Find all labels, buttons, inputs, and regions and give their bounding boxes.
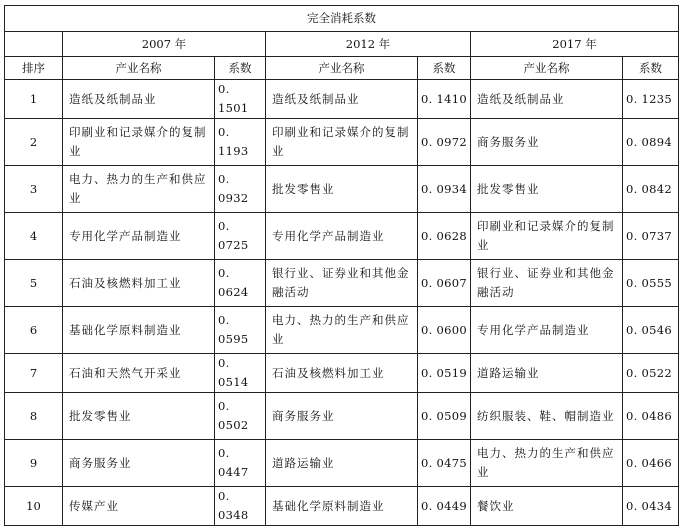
coefficient-2017: 0. 0466 xyxy=(623,440,679,487)
coefficient-2017: 0. 0894 xyxy=(623,119,679,166)
coefficient-2007: 0. 0932 xyxy=(215,166,266,213)
year-row xyxy=(5,32,679,57)
industry-name-2017: 银行业、证券业和其他金融活动 xyxy=(471,260,623,307)
industry-header-2017: 产业名称 xyxy=(471,57,623,80)
industry-header-2012: 产业名称 xyxy=(266,57,418,80)
year-header-2012: 2012 年 xyxy=(266,32,471,57)
coefficient-2012: 0. 0972 xyxy=(418,119,471,166)
coefficient-2007: 0. 0502 xyxy=(215,393,266,440)
coef-header-2012: 系数 xyxy=(418,57,471,80)
coefficient-2012: 0. 0519 xyxy=(418,354,471,393)
coefficient-2017: 0. 0434 xyxy=(623,487,679,526)
rank-cell: 1 xyxy=(5,80,63,119)
coefficient-2007: 0. 1501 xyxy=(215,80,266,119)
industry-name-2017: 餐饮业 xyxy=(471,487,623,526)
coefficient-2007: 0. 0514 xyxy=(215,354,266,393)
table-container xyxy=(4,5,679,526)
rank-cell: 7 xyxy=(5,354,63,393)
table-title: 完全消耗系数 xyxy=(5,6,679,32)
table-row xyxy=(5,354,679,393)
title-row xyxy=(5,6,679,32)
industry-name-2012: 专用化学产品制造业 xyxy=(266,213,418,260)
industry-name-2017: 纺织服装、鞋、帽制造业 xyxy=(471,393,623,440)
coefficient-2007: 0. 0725 xyxy=(215,213,266,260)
industry-name-2012: 电力、热力的生产和供应业 xyxy=(266,307,418,354)
table-row xyxy=(5,440,679,487)
rank-cell: 6 xyxy=(5,307,63,354)
industry-name-2012: 基础化学原料制造业 xyxy=(266,487,418,526)
coefficient-2007: 0. 0595 xyxy=(215,307,266,354)
coefficient-2012: 0. 0934 xyxy=(418,166,471,213)
table-row xyxy=(5,487,679,526)
industry-name-2017: 商务服务业 xyxy=(471,119,623,166)
industry-name-2007: 印刷业和记录媒介的复制业 xyxy=(63,119,215,166)
industry-name-2012: 石油及核燃料加工业 xyxy=(266,354,418,393)
industry-name-2012: 造纸及纸制品业 xyxy=(266,80,418,119)
industry-name-2007: 电力、热力的生产和供应业 xyxy=(63,166,215,213)
industry-name-2007: 商务服务业 xyxy=(63,440,215,487)
industry-name-2012: 银行业、证券业和其他金融活动 xyxy=(266,260,418,307)
rank-header: 排序 xyxy=(5,57,63,80)
table-row xyxy=(5,80,679,119)
coefficient-2012: 0. 0509 xyxy=(418,393,471,440)
consumption-coefficient-table xyxy=(4,5,679,526)
rank-cell: 8 xyxy=(5,393,63,440)
coefficient-2017: 0. 0522 xyxy=(623,354,679,393)
industry-name-2017: 电力、热力的生产和供应业 xyxy=(471,440,623,487)
industry-name-2012: 批发零售业 xyxy=(266,166,418,213)
rank-cell: 9 xyxy=(5,440,63,487)
rank-cell: 4 xyxy=(5,213,63,260)
column-header-row xyxy=(5,57,679,80)
rank-cell: 2 xyxy=(5,119,63,166)
industry-name-2012: 印刷业和记录媒介的复制业 xyxy=(266,119,418,166)
industry-header-2007: 产业名称 xyxy=(63,57,215,80)
rank-cell: 5 xyxy=(5,260,63,307)
coefficient-2012: 0. 1410 xyxy=(418,80,471,119)
industry-name-2007: 专用化学产品制造业 xyxy=(63,213,215,260)
coefficient-2017: 0. 0486 xyxy=(623,393,679,440)
coefficient-2012: 0. 0475 xyxy=(418,440,471,487)
table-row xyxy=(5,119,679,166)
table-row xyxy=(5,307,679,354)
year-blank-cell xyxy=(5,32,63,57)
coefficient-2007: 0. 1193 xyxy=(215,119,266,166)
table-row xyxy=(5,166,679,213)
industry-name-2007: 基础化学原料制造业 xyxy=(63,307,215,354)
coefficient-2017: 0. 0842 xyxy=(623,166,679,213)
industry-name-2017: 批发零售业 xyxy=(471,166,623,213)
industry-name-2012: 商务服务业 xyxy=(266,393,418,440)
year-header-2007: 2007 年 xyxy=(63,32,266,57)
industry-name-2017: 专用化学产品制造业 xyxy=(471,307,623,354)
coefficient-2017: 0. 0546 xyxy=(623,307,679,354)
table-row xyxy=(5,260,679,307)
industry-name-2007: 造纸及纸制品业 xyxy=(63,80,215,119)
coefficient-2012: 0. 0628 xyxy=(418,213,471,260)
coef-header-2007: 系数 xyxy=(215,57,266,80)
coefficient-2017: 0. 1235 xyxy=(623,80,679,119)
coefficient-2012: 0. 0600 xyxy=(418,307,471,354)
coefficient-2017: 0. 0737 xyxy=(623,213,679,260)
table-row xyxy=(5,213,679,260)
table-row xyxy=(5,393,679,440)
industry-name-2017: 造纸及纸制品业 xyxy=(471,80,623,119)
coefficient-2017: 0. 0555 xyxy=(623,260,679,307)
coefficient-2012: 0. 0607 xyxy=(418,260,471,307)
coefficient-2007: 0. 0348 xyxy=(215,487,266,526)
industry-name-2007: 石油和天然气开采业 xyxy=(63,354,215,393)
coefficient-2007: 0. 0447 xyxy=(215,440,266,487)
coef-header-2017: 系数 xyxy=(623,57,679,80)
industry-name-2007: 批发零售业 xyxy=(63,393,215,440)
year-header-2017: 2017 年 xyxy=(471,32,679,57)
coefficient-2007: 0. 0624 xyxy=(215,260,266,307)
industry-name-2017: 道路运输业 xyxy=(471,354,623,393)
industry-name-2007: 石油及核燃料加工业 xyxy=(63,260,215,307)
coefficient-2012: 0. 0449 xyxy=(418,487,471,526)
industry-name-2012: 道路运输业 xyxy=(266,440,418,487)
rank-cell: 10 xyxy=(5,487,63,526)
industry-name-2017: 印刷业和记录媒介的复制业 xyxy=(471,213,623,260)
rank-cell: 3 xyxy=(5,166,63,213)
industry-name-2007: 传媒产业 xyxy=(63,487,215,526)
